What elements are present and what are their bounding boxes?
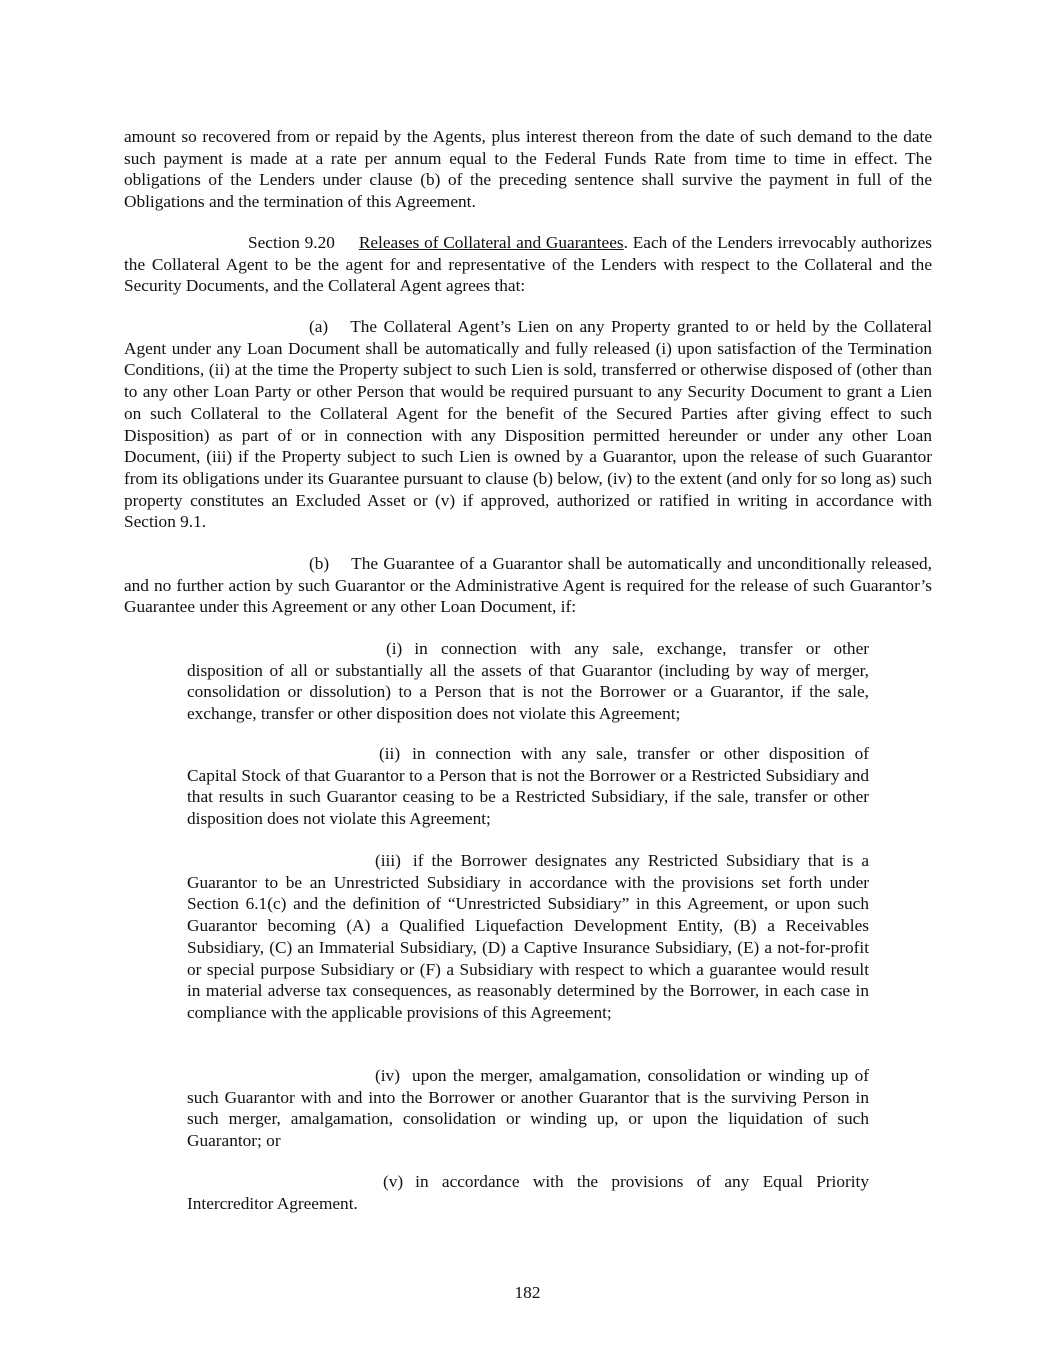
subclause-iv-label: (iv) — [375, 1066, 400, 1085]
clause-b-label: (b) — [309, 554, 330, 573]
paragraph-continuation — [124, 126, 932, 213]
subclause-iv — [187, 1065, 869, 1152]
section-number: Section 9.20 — [248, 233, 335, 252]
subclause-ii — [187, 743, 869, 830]
clause-b-text: The Guarantee of a Guarantor shall be automatically and unconditionally released, and no further action by such Guarantor or the Administrative Agent is required for the release of such Guarantor’s Guarantee under this Agreement or any other Loan Document, if: — [124, 554, 932, 617]
subclause-iii-text: if the Borrower designates any Restricted Subsidiary that is a Guarantor to be an Unrestricted Subsidiary in accordance with the provisions set forth under Section 6.1(c) and the definition of “Unrestricted Subsidiary” in this Agreement, or upon such Guarantor becoming (A) a Qualified Liquefaction Development Entity, (B) a Receivables Subsidiary, (C) an Immaterial Subsidiary, (D) a Captive Insurance Subsidiary, (E) a not-for-profit or special purpose Subsidiary or (F) a Subsidiary with respect to which a guarantee would result in material adverse tax consequences, as reasonably determined by the Borrower, in each case in compliance with the applicable provisions of this Agreement; — [187, 851, 869, 1022]
subclause-i-text: in connection with any sale, exchange, transfer or other disposition of all or substantially all the assets of that Guarantor (including by way of merger, consolidation or dissolution) to a Person that is not the Borrower or a Guarantor, if the sale, exchange, transfer or other disposition does not violate this Agreement; — [187, 639, 869, 724]
subclause-v-text: in accordance with the provisions of any Equal Priority Intercreditor Agreement. — [187, 1172, 869, 1213]
subclause-i — [187, 638, 869, 725]
subclause-iii-label: (iii) — [375, 851, 401, 870]
section-text: . Each of the Lenders irrevocably authorizes the Collateral Agent to be the agent for and representative of the Lenders with respect to the Collateral and the Security Documents, and the Collateral Agent agrees that: — [124, 233, 932, 296]
subclause-iv-text: upon the merger, amalgamation, consolidation or winding up of such Guarantor with and into the Borrower or another Guarantor that is the surviving Person in such merger, amalgamation, consolidation or winding up, or upon the liquidation of such Guarantor; or — [187, 1066, 869, 1151]
clause-a — [124, 316, 932, 533]
subclause-i-label: (i) — [386, 639, 403, 658]
clause-b — [124, 553, 932, 618]
clause-a-label: (a) — [309, 317, 329, 336]
page-number: 182 — [514, 1283, 541, 1302]
subclause-v — [187, 1171, 869, 1214]
paragraph-text: amount so recovered from or repaid by the Agents, plus interest thereon from the date of such demand to the date such payment is made at a rate per annum equal to the Federal Funds Rate from time to time in effect. The obligations of the Lenders under clause (b) of the preceding sentence shall survive the payment in full of the Obligations and the termination of this Agreement. — [124, 127, 932, 212]
subclause-ii-text: in connection with any sale, transfer or other disposition of Capital Stock of that Guarantor to a Person that is not the Borrower or a Restricted Subsidiary and that results in such Guarantor ceasing to be a Restricted Subsidiary, if the sale, transfer or other disposition does not violate this Agreement; — [187, 744, 869, 829]
section-title: Releases of Collateral and Guarantees — [358, 233, 624, 252]
subclause-ii-label: (ii) — [379, 744, 401, 763]
subclause-v-label: (v) — [383, 1172, 404, 1191]
section-9-20 — [124, 232, 932, 297]
subclause-iii — [187, 850, 869, 1024]
clause-a-text: The Collateral Agent’s Lien on any Property granted to or held by the Collateral Agent under any Loan Document shall be automatically and fully released (i) upon satisfaction of the Termination Conditions, (ii) at the time the Property subject to such Lien is sold, transferred or otherwise disposed of (other than to any other Loan Party or other Person that would be required pursuant to any Security Document to grant a Lien on such Collateral to the Collateral Agent for the benefit of the Secured Parties after giving effect to such Disposition) as part of or in connection with any Disposition permitted hereunder or under any other Loan Document, (iii) if the Property subject to such Lien is owned by a Guarantor, upon the release of such Guarantor from its obligations under its Guarantee pursuant to clause (b) below, (iv) to the extent (and only for so long as) such property constitutes an Excluded Asset or (v) if approved, authorized or ratified in writing in accordance with Section 9.1. — [124, 317, 932, 532]
